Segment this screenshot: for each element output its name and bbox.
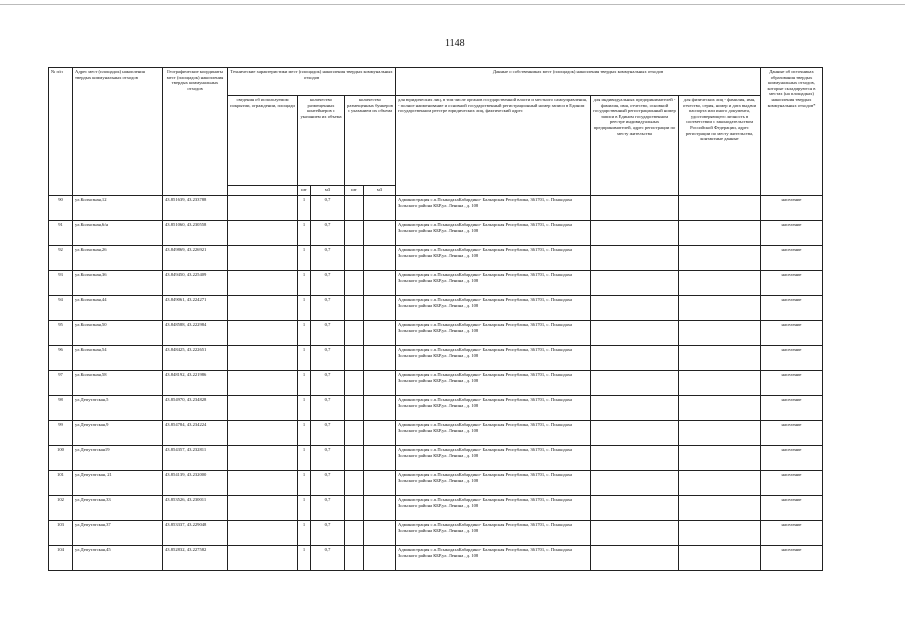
row-owner-legal: Администрация с.п.ПсыкодахаКабардино- Балкарская Республика, 361701, с. Псыкодаха Зольского района КБР,ул. Ленина , д. 108 bbox=[396, 296, 591, 321]
table-row bbox=[49, 521, 823, 546]
row-owner-ip bbox=[591, 321, 679, 346]
row-owner-phys bbox=[679, 396, 761, 421]
row-num: 95 bbox=[49, 321, 73, 346]
col-tech-cover-header: сведения об используемом покрытии, ограждении, площади bbox=[228, 96, 298, 186]
col-num-header: № п/п bbox=[49, 68, 73, 196]
col-owners-header: Данные о собственниках мест (площадок) накопления твердых коммунальных отходов bbox=[396, 68, 761, 96]
row-cover bbox=[228, 396, 298, 421]
row-container-count: 1 bbox=[298, 246, 311, 271]
row-num: 99 bbox=[49, 421, 73, 446]
row-owner-ip bbox=[591, 221, 679, 246]
row-source: население bbox=[761, 471, 823, 496]
row-bunker-volume bbox=[364, 321, 396, 346]
row-container-count: 1 bbox=[298, 346, 311, 371]
row-owner-legal: Администрация с.п.ПсыкодахаКабардино- Балкарская Республика, 361701, с. Псыкодаха Зольского района КБР,ул. Ленина , д. 108 bbox=[396, 496, 591, 521]
row-geo: 43.851060, 43.230558 bbox=[163, 221, 228, 246]
row-cover bbox=[228, 471, 298, 496]
row-cover bbox=[228, 271, 298, 296]
row-container-count: 1 bbox=[298, 421, 311, 446]
row-cover bbox=[228, 496, 298, 521]
row-container-volume: 0,7 bbox=[311, 521, 345, 546]
row-owner-legal: Администрация с.п.ПсыкодахаКабардино- Балкарская Республика, 361701, с. Псыкодаха Зольского района КБР,ул. Ленина , д. 108 bbox=[396, 421, 591, 446]
row-owner-ip bbox=[591, 296, 679, 321]
table-row bbox=[49, 271, 823, 296]
row-address: ул.Депутатская19 bbox=[73, 446, 163, 471]
row-owner-phys bbox=[679, 446, 761, 471]
row-owner-phys bbox=[679, 546, 761, 571]
row-num: 101 bbox=[49, 471, 73, 496]
table-row bbox=[49, 246, 823, 271]
row-container-count: 1 bbox=[298, 271, 311, 296]
row-address: ул.Колхозная,6/н bbox=[73, 221, 163, 246]
row-container-volume: 0,7 bbox=[311, 546, 345, 571]
row-container-volume: 0,7 bbox=[311, 421, 345, 446]
row-address: ул.Колхозная,12 bbox=[73, 196, 163, 221]
row-owner-phys bbox=[679, 246, 761, 271]
row-address: ул.Депутатская,37 bbox=[73, 521, 163, 546]
row-num: 100 bbox=[49, 446, 73, 471]
row-address: ул.Депутатская, 21 bbox=[73, 471, 163, 496]
row-owner-phys bbox=[679, 371, 761, 396]
row-geo: 43.854139, 43.232000 bbox=[163, 471, 228, 496]
row-num: 104 bbox=[49, 546, 73, 571]
row-owner-phys bbox=[679, 421, 761, 446]
row-owner-legal: Администрация с.п.ПсыкодахаКабардино- Балкарская Республика, 361701, с. Псыкодаха Зольского района КБР,ул. Ленина , д. 108 bbox=[396, 371, 591, 396]
row-owner-ip bbox=[591, 371, 679, 396]
row-cover bbox=[228, 446, 298, 471]
row-container-count: 1 bbox=[298, 446, 311, 471]
row-owner-ip bbox=[591, 346, 679, 371]
row-bunker-count bbox=[345, 371, 364, 396]
row-owner-phys bbox=[679, 496, 761, 521]
table-row bbox=[49, 396, 823, 421]
col-geo-header: Географические координаты мест (площадок) накопления твердых коммунальных отходов bbox=[163, 68, 228, 196]
col-address-header: Адрес мест (площадок) накопления твердых коммунальных отходов bbox=[73, 68, 163, 196]
row-source: население bbox=[761, 546, 823, 571]
row-owner-legal: Администрация с.п.ПсыкодахаКабардино- Балкарская Республика, 361701, с. Псыкодаха Зольского района КБР,ул. Ленина , д. 108 bbox=[396, 546, 591, 571]
row-num: 94 bbox=[49, 296, 73, 321]
table-row bbox=[49, 346, 823, 371]
row-source: население bbox=[761, 221, 823, 246]
table-row bbox=[49, 296, 823, 321]
row-num: 91 bbox=[49, 221, 73, 246]
row-container-count: 1 bbox=[298, 471, 311, 496]
row-cover bbox=[228, 221, 298, 246]
row-geo: 43.853337, 43.229048 bbox=[163, 521, 228, 546]
row-cover bbox=[228, 546, 298, 571]
unit-cover-blank bbox=[228, 186, 298, 196]
row-container-count: 1 bbox=[298, 221, 311, 246]
row-owner-ip bbox=[591, 471, 679, 496]
row-container-count: 1 bbox=[298, 296, 311, 321]
row-bunker-count bbox=[345, 496, 364, 521]
row-num: 96 bbox=[49, 346, 73, 371]
row-num: 90 bbox=[49, 196, 73, 221]
row-bunker-count bbox=[345, 346, 364, 371]
row-container-volume: 0,7 bbox=[311, 346, 345, 371]
table-row bbox=[49, 471, 823, 496]
page-top-rule bbox=[0, 4, 905, 5]
row-num: 103 bbox=[49, 521, 73, 546]
row-bunker-count bbox=[345, 521, 364, 546]
row-owner-legal: Администрация с.п.ПсыкодахаКабардино- Балкарская Республика, 361701, с. Псыкодаха Зольского района КБР,ул. Ленина , д. 108 bbox=[396, 471, 591, 496]
row-container-count: 1 bbox=[298, 546, 311, 571]
row-owner-phys bbox=[679, 221, 761, 246]
row-num: 93 bbox=[49, 271, 73, 296]
table-row bbox=[49, 221, 823, 246]
col-tech-containers-header: количество размещенных контейнеров с указанием их объема bbox=[298, 96, 345, 186]
row-cover bbox=[228, 246, 298, 271]
row-container-volume: 0,7 bbox=[311, 321, 345, 346]
row-owner-phys bbox=[679, 346, 761, 371]
row-container-volume: 0,7 bbox=[311, 396, 345, 421]
row-bunker-count bbox=[345, 396, 364, 421]
row-owner-ip bbox=[591, 521, 679, 546]
row-bunker-count bbox=[345, 221, 364, 246]
row-source: население bbox=[761, 421, 823, 446]
row-owner-ip bbox=[591, 271, 679, 296]
row-geo: 43.848425, 43.222651 bbox=[163, 346, 228, 371]
row-geo: 43.853526, 43.230011 bbox=[163, 496, 228, 521]
row-owner-legal: Администрация с.п.ПсыкодахаКабардино- Балкарская Республика, 361701, с. Псыкодаха Зольского района КБР,ул. Ленина , д. 108 bbox=[396, 196, 591, 221]
row-geo: 43.849869, 43.226921 bbox=[163, 246, 228, 271]
row-bunker-volume bbox=[364, 196, 396, 221]
row-num: 98 bbox=[49, 396, 73, 421]
row-source: население bbox=[761, 246, 823, 271]
row-owner-ip bbox=[591, 496, 679, 521]
row-geo: 43.849061, 43.224271 bbox=[163, 296, 228, 321]
row-source: население bbox=[761, 496, 823, 521]
row-bunker-volume bbox=[364, 421, 396, 446]
row-address: ул.Колхозная,44 bbox=[73, 296, 163, 321]
row-owner-ip bbox=[591, 196, 679, 221]
row-container-volume: 0,7 bbox=[311, 371, 345, 396]
waste-sites-table bbox=[48, 67, 823, 571]
row-num: 97 bbox=[49, 371, 73, 396]
row-address: ул.Колхозная,36 bbox=[73, 271, 163, 296]
row-owner-phys bbox=[679, 471, 761, 496]
row-container-count: 1 bbox=[298, 396, 311, 421]
col-owners-legal-header: для юридических лиц, в том числе органов государственной власти и местного самоуправления, - полное наименование и основной государственный регистрационный номер записи в Едином государственном реестре юридических лиц, фактический адрес bbox=[396, 96, 591, 196]
row-owner-phys bbox=[679, 296, 761, 321]
row-source: население bbox=[761, 371, 823, 396]
unit-m3-containers: м3 bbox=[311, 186, 345, 196]
col-tech-header: Технические характеристики мест (площадок) накопления твердых коммунальных отходов bbox=[228, 68, 396, 96]
row-cover bbox=[228, 346, 298, 371]
row-bunker-volume bbox=[364, 546, 396, 571]
row-bunker-count bbox=[345, 246, 364, 271]
col-tech-bunkers-header: количество размещенных бункеров с указанием их объема bbox=[345, 96, 396, 186]
row-container-volume: 0,7 bbox=[311, 446, 345, 471]
table-row bbox=[49, 446, 823, 471]
row-owner-ip bbox=[591, 546, 679, 571]
row-container-volume: 0,7 bbox=[311, 496, 345, 521]
row-container-volume: 0,7 bbox=[311, 471, 345, 496]
row-cover bbox=[228, 521, 298, 546]
row-owner-legal: Администрация с.п.ПсыкодахаКабардино- Балкарская Республика, 361701, с. Псыкодаха Зольского района КБР,ул. Ленина , д. 108 bbox=[396, 446, 591, 471]
row-bunker-count bbox=[345, 296, 364, 321]
row-bunker-count bbox=[345, 196, 364, 221]
row-bunker-volume bbox=[364, 271, 396, 296]
row-owner-legal: Администрация с.п.ПсыкодахаКабардино- Балкарская Республика, 361701, с. Псыкодаха Зольского района КБР,ул. Ленина , д. 108 bbox=[396, 346, 591, 371]
row-owner-legal: Администрация с.п.ПсыкодахаКабардино- Балкарская Республика, 361701, с. Псыкодаха Зольского района КБР,ул. Ленина , д. 108 bbox=[396, 271, 591, 296]
row-bunker-count bbox=[345, 446, 364, 471]
row-bunker-count bbox=[345, 546, 364, 571]
row-source: население bbox=[761, 396, 823, 421]
col-owners-ip-header: для индивидуальных предпринимателей - фамилия, имя, отчество, основной государственный регистрационный номер записи в Едином государственном реестре индивидуальных предпринимателей, адрес регистрации по месту жительства bbox=[591, 96, 679, 196]
table-row bbox=[49, 421, 823, 446]
row-bunker-volume bbox=[364, 521, 396, 546]
row-container-count: 1 bbox=[298, 521, 311, 546]
row-address: ул.Депутатская,45 bbox=[73, 546, 163, 571]
row-container-count: 1 bbox=[298, 321, 311, 346]
unit-m3-bunkers: м3 bbox=[364, 186, 396, 196]
row-owner-legal: Администрация с.п.ПсыкодахаКабардино- Балкарская Республика, 361701, с. Псыкодаха Зольского района КБР,ул. Ленина , д. 108 bbox=[396, 396, 591, 421]
row-cover bbox=[228, 196, 298, 221]
row-cover bbox=[228, 296, 298, 321]
table-row bbox=[49, 321, 823, 346]
row-container-count: 1 bbox=[298, 371, 311, 396]
row-bunker-count bbox=[345, 271, 364, 296]
row-address: ул.Колхозная,54 bbox=[73, 346, 163, 371]
row-geo: 43.848192, 43.221986 bbox=[163, 371, 228, 396]
row-container-count: 1 bbox=[298, 496, 311, 521]
row-bunker-count bbox=[345, 421, 364, 446]
row-owner-phys bbox=[679, 271, 761, 296]
row-cover bbox=[228, 321, 298, 346]
row-bunker-count bbox=[345, 471, 364, 496]
row-geo: 43.849450, 43.225409 bbox=[163, 271, 228, 296]
row-geo: 43.851639, 43.233788 bbox=[163, 196, 228, 221]
row-address: ул.Колхозная,50 bbox=[73, 321, 163, 346]
table-row bbox=[49, 546, 823, 571]
row-owner-ip bbox=[591, 446, 679, 471]
row-owner-legal: Администрация с.п.ПсыкодахаКабардино- Балкарская Республика, 361701, с. Псыкодаха Зольского района КБР,ул. Ленина , д. 108 bbox=[396, 246, 591, 271]
row-num: 102 bbox=[49, 496, 73, 521]
row-owner-phys bbox=[679, 521, 761, 546]
row-cover bbox=[228, 421, 298, 446]
row-owner-phys bbox=[679, 321, 761, 346]
row-bunker-volume bbox=[364, 346, 396, 371]
row-bunker-volume bbox=[364, 496, 396, 521]
row-owner-ip bbox=[591, 246, 679, 271]
row-owner-phys bbox=[679, 196, 761, 221]
row-container-volume: 0,7 bbox=[311, 271, 345, 296]
row-address: ул.Депутатская,9 bbox=[73, 421, 163, 446]
row-source: население bbox=[761, 321, 823, 346]
row-owner-legal: Администрация с.п.ПсыкодахаКабардино- Балкарская Республика, 361701, с. Псыкодаха Зольского района КБР,ул. Ленина , д. 108 bbox=[396, 321, 591, 346]
col-sources-header: Данные об источниках образования твердых коммунальных отходов, которые складируются в местах (на площадках) накопления твердых коммунальных отходов* bbox=[761, 68, 823, 196]
page-number: 1148 bbox=[445, 38, 465, 49]
row-owner-ip bbox=[591, 421, 679, 446]
row-container-volume: 0,7 bbox=[311, 296, 345, 321]
row-bunker-count bbox=[345, 321, 364, 346]
table-row bbox=[49, 196, 823, 221]
row-source: население bbox=[761, 296, 823, 321]
row-source: население bbox=[761, 346, 823, 371]
table-row bbox=[49, 371, 823, 396]
row-source: население bbox=[761, 446, 823, 471]
row-geo: 43.854970, 43.234828 bbox=[163, 396, 228, 421]
unit-sht-bunkers: шт bbox=[345, 186, 364, 196]
row-address: ул.Депутатская,5 bbox=[73, 396, 163, 421]
table-row bbox=[49, 496, 823, 521]
row-bunker-volume bbox=[364, 296, 396, 321]
row-bunker-volume bbox=[364, 446, 396, 471]
unit-sht-containers: шт bbox=[298, 186, 311, 196]
row-address: ул.Колхозная,58 bbox=[73, 371, 163, 396]
row-geo: 43.854357, 43.232811 bbox=[163, 446, 228, 471]
col-owners-phys-header: для физических лиц - фамилия, имя, отчество, серия, номер и дата выдачи паспорта или иного документа, удостоверяющего личность в соответствии с законодательством Российской Федерации, адрес регистрации по месту жительства, контактные данные bbox=[679, 96, 761, 196]
row-container-volume: 0,7 bbox=[311, 196, 345, 221]
row-bunker-volume bbox=[364, 246, 396, 271]
row-geo: 43.852832, 43.227582 bbox=[163, 546, 228, 571]
row-geo: 43.854784, 43.234224 bbox=[163, 421, 228, 446]
row-container-count: 1 bbox=[298, 196, 311, 221]
row-owner-ip bbox=[591, 396, 679, 421]
row-address: ул.Колхозная,26 bbox=[73, 246, 163, 271]
row-owner-legal: Администрация с.п.ПсыкодахаКабардино- Балкарская Республика, 361701, с. Псыкодаха Зольского района КБР,ул. Ленина , д. 108 bbox=[396, 521, 591, 546]
row-bunker-volume bbox=[364, 371, 396, 396]
row-container-volume: 0,7 bbox=[311, 246, 345, 271]
row-source: население bbox=[761, 521, 823, 546]
row-container-volume: 0,7 bbox=[311, 221, 345, 246]
row-source: население bbox=[761, 196, 823, 221]
row-bunker-volume bbox=[364, 396, 396, 421]
row-geo: 43.848588, 43.222984 bbox=[163, 321, 228, 346]
row-bunker-volume bbox=[364, 471, 396, 496]
row-source: население bbox=[761, 271, 823, 296]
row-bunker-volume bbox=[364, 221, 396, 246]
row-address: ул.Депутатская,33 bbox=[73, 496, 163, 521]
row-num: 92 bbox=[49, 246, 73, 271]
row-owner-legal: Администрация с.п.ПсыкодахаКабардино- Балкарская Республика, 361701, с. Псыкодаха Зольского района КБР,ул. Ленина , д. 108 bbox=[396, 221, 591, 246]
row-cover bbox=[228, 371, 298, 396]
